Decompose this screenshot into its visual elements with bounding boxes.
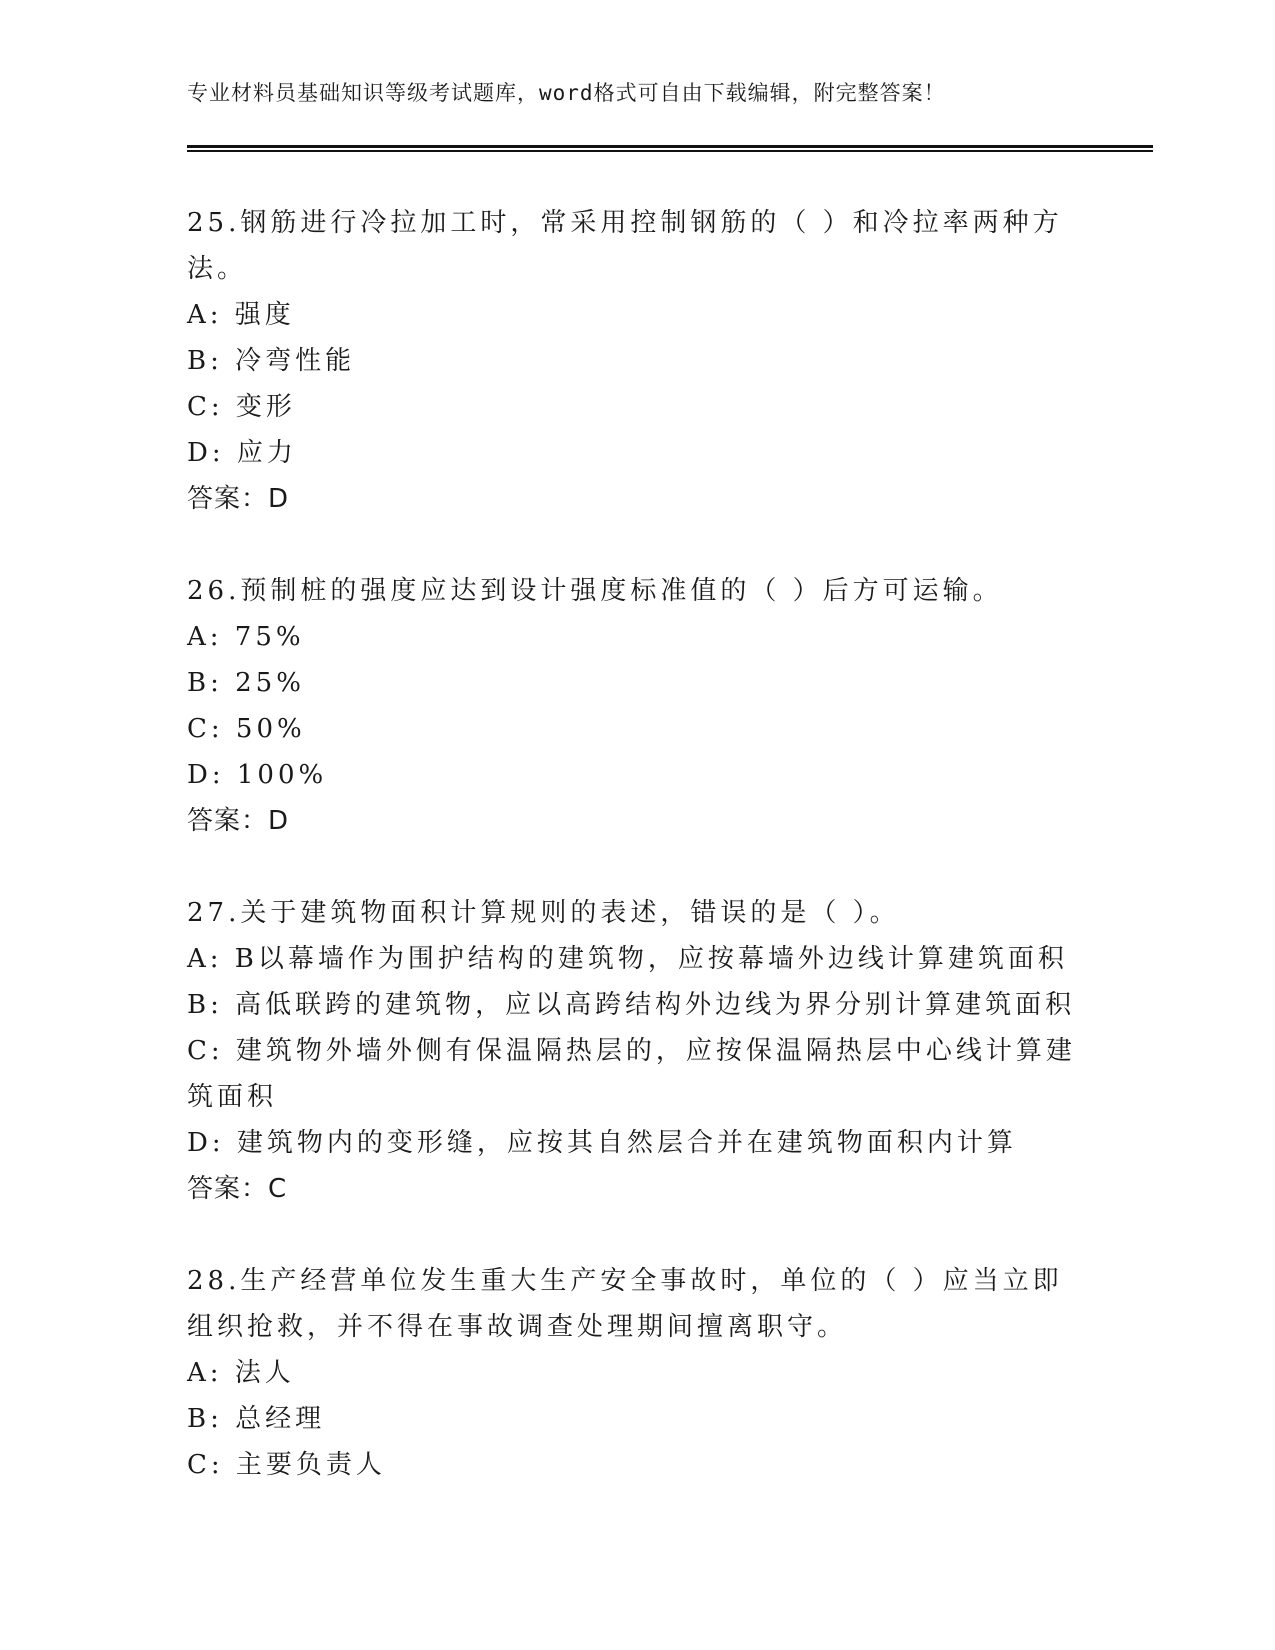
answer: 答案：D [187,806,290,836]
answer: 答案：D [187,484,290,514]
option-c: C: 变形 [187,392,296,422]
option-b: B: 冷弯性能 [187,346,356,376]
question-27 [187,890,1087,1212]
question-28 [187,1258,1087,1488]
option-d: D: 应力 [187,438,297,468]
question-stem: 27.关于建筑物面积计算规则的表述，错误的是（ ）。 [187,898,900,928]
header-rule-thin [187,150,1153,152]
header-rule-thick [187,145,1153,148]
option-b: B: 高低联跨的建筑物，应以高跨结构外边线为界分别计算建筑面积 [187,990,1076,1020]
option-b: B: 总经理 [187,1404,326,1434]
option-a: A: B以幕墙作为围护结构的建筑物，应按幕墙外边线计算建筑面积 [187,944,1068,974]
option-c: C: 建筑物外墙外侧有保温隔热层的，应按保温隔热层中心线计算建筑面积 [187,1036,1076,1112]
option-a: A: 75% [187,622,305,652]
question-stem: 25.钢筋进行冷拉加工时，常采用控制钢筋的（ ）和冷拉率两种方法。 [187,208,1063,284]
answer: 答案：C [187,1174,288,1204]
option-b: B: 25% [187,668,305,698]
question-stem: 28.生产经营单位发生重大生产安全事故时，单位的（ ）应当立即组织抢救，并不得在事故调查处理期间擅离职守。 [187,1266,1063,1342]
question-stem: 26.预制桩的强度应达到设计强度标准值的（ ）后方可运输。 [187,576,1003,606]
option-d: D: 100% [187,760,328,790]
option-d: D: 建筑物内的变形缝，应按其自然层合并在建筑物面积内计算 [187,1128,1017,1158]
question-list [187,200,1087,1534]
option-a: A: 强度 [187,300,295,330]
option-c: C: 主要负责人 [187,1450,386,1480]
question-25 [187,200,1087,522]
option-c: C: 50% [187,714,306,744]
question-26 [187,568,1087,844]
option-a: A: 法人 [187,1358,295,1388]
page-header: 专业材料员基础知识等级考试题库，word格式可自由下载编辑，附完整答案！ [187,81,946,105]
